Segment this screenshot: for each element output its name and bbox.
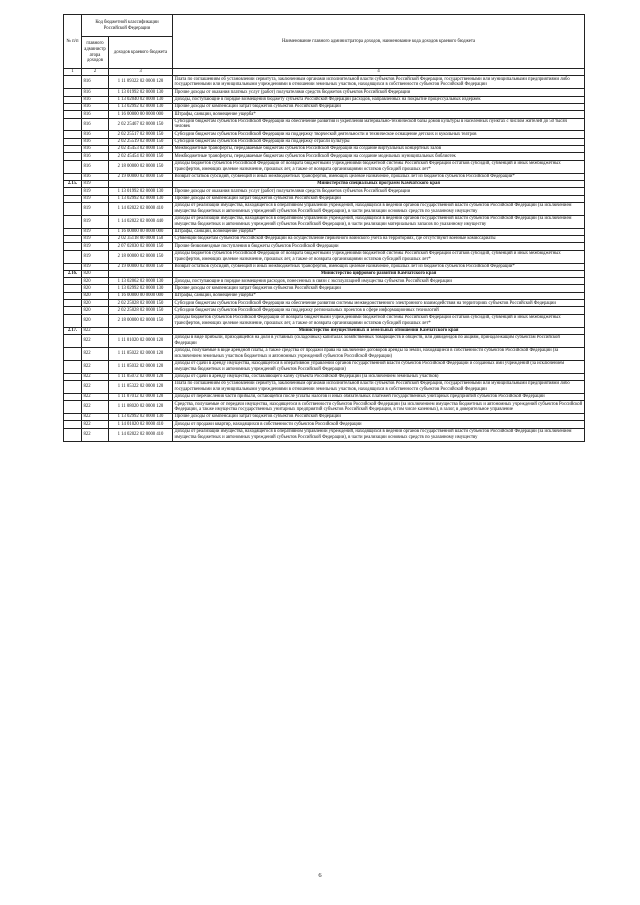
table-row [64,202,585,215]
revenue-name-cell: Доходы от реализации имущества, находящегося в оперативном управлении учреждений, находящихся в ведении органов государственной власти субъектов Российской Федерации (за исключением имущества бюджетных и автономных учреждений субъектов Российской Федерации), в части реализации основных средств по указанному имуществу [173,202,585,215]
admin-code-cell: 816 [82,118,109,131]
admin-code-cell: 820 [82,270,109,277]
revenue-code-cell: 1 13 02992 02 0000 130 [109,414,173,421]
admin-code-cell: 816 [82,146,109,153]
row-number [64,414,82,421]
admin-code-cell: 820 [82,314,109,327]
row-number [64,373,82,380]
revenue-name-cell: Штрафы, санкции, возмещение ущерба* [173,111,585,118]
admin-code-cell: 819 [82,180,109,187]
table-row [64,173,585,180]
row-number [64,347,82,360]
table-row [64,235,585,242]
row-number [64,250,82,263]
admin-code-cell: 822 [82,414,109,421]
table-row [64,373,585,380]
revenue-code-cell: 1 13 02040 02 0000 130 [109,96,173,103]
revenue-name-cell: Прочие доходы от оказания платных услуг (работ) получателями средств бюджетов субъектов Российской Федерации [173,89,585,96]
revenue-code-cell: 1 11 08020 02 0000 120 [109,401,173,414]
revenue-code-cell: 1 16 00000 00 0000 000 [109,111,173,118]
row-number [64,360,82,373]
revenue-code-cell: 2 02 25028 02 0000 150 [109,307,173,314]
row-number [64,393,82,400]
revenue-code-cell: 1 13 02062 02 0000 130 [109,278,173,285]
revenue-code-cell: 1 16 00000 00 0000 000 [109,228,173,235]
row-number: 2.16. [64,270,82,277]
table-row [64,215,585,228]
table-row [64,160,585,173]
row-number [64,118,82,131]
admin-code-cell: 822 [82,393,109,400]
revenue-name-cell: Штрафы, санкции, возмещение ущерба* [173,292,585,299]
revenue-name-cell: Субсидии бюджетам субъектов Российской Федерации на поддержку отрасли культуры [173,138,585,145]
admin-code-cell: 822 [82,335,109,348]
revenue-name-cell: Доходы, поступающие в порядке возмещения бюджету субъекта Российской Федерации расходов, направленных на покрытие процессуальных издержек [173,96,585,103]
admin-code-cell: 816 [82,111,109,118]
revenue-code-cell: 1 11 07012 02 0000 120 [109,393,173,400]
row-number [64,243,82,250]
revenue-code-cell [109,270,173,277]
row-number [64,103,82,110]
revenue-name-cell: Доходы от сдачи в аренду имущества, находящегося в оперативном управлении органов государственной власти субъектов Российской Федерации и созданных ими учреждений (за исключением имущества бюджетных и автономных учреждений субъектов Российской Федерации) [173,360,585,373]
row-number [64,380,82,393]
admin-code-cell: 819 [82,195,109,202]
row-number [64,89,82,96]
revenue-name-cell: Плата по соглашениям об установлении сервитута, заключенным органами исполнительной власти субъектов Российской Федерации, государственными или муниципальными предприятиями либо государственными или муниципальными учреждениями в отношении земельных участков, находящихся в собственности субъектов Российской Федерации [173,76,585,89]
revenue-name-cell: Возврат остатков субсидий, субвенций и иных межбюджетных трансфертов, имеющих целевое назначение, прошлых лет из бюджетов субъектов Российской Федерации* [173,173,585,180]
table-row [64,153,585,160]
revenue-code-cell: 2 19 00000 02 0000 150 [109,263,173,270]
revenue-name-cell: Межбюджетные трансферты, передаваемые бюджетам субъектов Российской Федерации на создание виртуальных концертных залов [173,146,585,153]
admin-code-cell: 816 [82,160,109,173]
row-number [64,314,82,327]
revenue-name-cell: Доходы, поступающие в порядке возмещения расходов, понесенных в связи с эксплуатацией имущества субъектов Российской Федерации [173,278,585,285]
revenue-code-cell: 1 14 02022 02 0000 410 [109,428,173,441]
table-row [64,146,585,153]
table-row [64,263,585,270]
revenue-code-cell: 1 14 01020 02 0000 410 [109,421,173,428]
revenue-name-cell: Доходы, получаемые в виде арендной платы, а также средства от продажи права на заключение договоров аренды за земли, находящиеся в собственности субъектов Российской Федерации (за исключением земельных участков бюджетных и автономных учреждений субъектов Российской Федерации) [173,347,585,360]
row-number [64,300,82,307]
revenue-name-cell: Плата по соглашениям об установлении сервитута, заключенным органами исполнительной власти субъектов Российской Федерации, государственными или муниципальными предприятиями либо государственными или муниципальными учреждениями в отношении земельных участков, находящихся в собственности субъектов Российской Федерации [173,380,585,393]
admin-code-cell: 820 [82,285,109,292]
row-number [64,278,82,285]
revenue-name-cell: Прочие безвозмездные поступления в бюджеты субъектов Российской Федерации [173,243,585,250]
section-header-row [64,327,585,334]
revenue-name-cell: Субсидии бюджетам субъектов Российской Федерации на обеспечение развития и укрепления материально-технической базы домов культуры в населенных пунктах с числом жителей до 50 тысяч человек [173,118,585,131]
revenue-name-cell: Возврат остатков субсидий, субвенций и иных межбюджетных трансфертов, имеющих целевое назначение, прошлых лет из бюджетов субъектов Российской Федерации* [173,263,585,270]
row-number [64,421,82,428]
revenue-code-cell: 2 02 25519 02 0000 150 [109,138,173,145]
table-row [64,96,585,103]
table-row [64,278,585,285]
admin-code-cell: 816 [82,131,109,138]
admin-code-cell: 822 [82,373,109,380]
revenue-name-cell: Доходы в виде прибыли, приходящейся на доли в уставных (складочных) капиталах хозяйственных товариществ и обществ, или дивидендов по акциям, принадлежащим субъектам Российской Федерации [173,335,585,348]
table-row [64,421,585,428]
table-row [64,76,585,89]
row-number: 2.15. [64,180,82,187]
row-number [64,131,82,138]
table-row [64,103,585,110]
table-row [64,292,585,299]
revenue-name-cell: Субсидии бюджетам субъектов Российской Федерации на обеспечение развития системы межведомственного электронного взаимодействия на территориях субъектов Российской Федерации [173,300,585,307]
row-number [64,188,82,195]
revenue-administrators-table [63,14,585,442]
header-name: Наименование главного администратора доходов, наименование кода доходов краевого бюджета [173,15,585,69]
revenue-name-cell: Штрафы, санкции, возмещение ущерба* [173,228,585,235]
admin-code-cell: 822 [82,360,109,373]
revenue-code-cell: 1 11 05022 02 0000 120 [109,347,173,360]
row-number [64,335,82,348]
table-row [64,347,585,360]
table-row [64,243,585,250]
admin-code-cell: 822 [82,421,109,428]
table-row [64,428,585,441]
revenue-code-cell: 1 13 02992 02 0000 130 [109,195,173,202]
revenue-code-cell: 1 14 02022 02 0000 410 [109,202,173,215]
revenue-code-cell: 1 14 02022 02 0000 440 [109,215,173,228]
table-row [64,314,585,327]
revenue-code-cell: 2 18 00000 02 0000 150 [109,160,173,173]
admin-code-cell: 819 [82,202,109,215]
revenue-name-cell: Прочие доходы от компенсации затрат бюджетов субъектов Российской Федерации [173,195,585,202]
revenue-name-cell: Доходы от реализации имущества, находящегося в оперативном управлении учреждений, находящихся в ведении органов государственной власти субъектов Российской Федерации (за исключением имущества бюджетных и автономных учреждений субъектов Российской Федерации), в части реализации материальных запасов по указанному имуществу [173,215,585,228]
revenue-name-cell: Субвенции бюджетам субъектов Российской Федерации на осуществление первичного воинского учета на территориях, где отсутствуют военные комиссариаты [173,235,585,242]
table-row [64,360,585,373]
row-number [64,96,82,103]
revenue-code-cell: 2 02 25028 02 0000 150 [109,300,173,307]
table-row [64,228,585,235]
admin-code-cell: 822 [82,401,109,414]
admin-code-cell: 819 [82,228,109,235]
revenue-name-cell: Доходы от продажи квартир, находящихся в собственности субъектов Российской Федерации [173,421,585,428]
revenue-code-cell: 2 02 35118 00 0000 150 [109,235,173,242]
row-number [64,263,82,270]
admin-code-cell: 819 [82,263,109,270]
table-row [64,393,585,400]
section-title-cell: Министерство специальных программ Камчатского края [173,180,585,187]
revenue-code-cell: 2 02 45454 02 0000 150 [109,153,173,160]
section-title-cell: Министерство имущественных и земельных отношений Камчатского края [173,327,585,334]
admin-code-cell: 820 [82,292,109,299]
admin-code-cell: 819 [82,235,109,242]
revenue-name-cell: Прочие доходы от компенсации затрат бюджетов субъектов Российской Федерации [173,414,585,421]
revenue-code-cell [109,327,173,334]
revenue-code-cell [109,180,173,187]
revenue-name-cell: Субсидии бюджетам субъектов Российской Федерации на поддержку творческой деятельности и техническое оснащение детских и кукольных театров [173,131,585,138]
section-header-row [64,270,585,277]
admin-code-cell: 822 [82,327,109,334]
row-number [64,215,82,228]
table-row [64,380,585,393]
row-number [64,292,82,299]
table-row [64,111,585,118]
row-number [64,235,82,242]
table-header [64,15,585,76]
admin-code-cell: 819 [82,188,109,195]
revenue-name-cell: Доходы бюджетов субъектов Российской Федерации от возврата бюджетными учреждениями бюджетной системы Российской Федерации остатков субсидий, субвенций и иных межбюджетных трансфертов, имеющих целевое назначение, прошлых лет, а также от возврата организациями остатков субсидий прошлых лет* [173,250,585,263]
table-row [64,138,585,145]
header-revenue-code: доходов краевого бюджета [109,37,173,69]
revenue-name-cell: Доходы от реализации имущества, находящегося в оперативном управлении учреждений, находящихся в ведении органов государственной власти субъектов Российской Федерации (за исключением имущества бюджетных и автономных учреждений субъектов Российской Федерации), в части реализации основных средств по указанному имуществу [173,428,585,441]
revenue-name-cell: Субсидии бюджетам субъектов Российской Федерации на поддержку региональных проектов в сфере информационных технологий [173,307,585,314]
column-index-row [64,69,585,76]
revenue-name-cell: Доходы бюджетов субъектов Российской Федерации от возврата бюджетными учреждениями бюджетной системы Российской Федерации остатков субсидий, субвенций и иных межбюджетных трансфертов, имеющих целевое назначение, прошлых лет, а также от возврата организациями остатков субсидий прошлых лет* [173,314,585,327]
column-index: 3 [109,69,173,76]
revenue-code-cell: 1 11 05072 02 0000 120 [109,373,173,380]
revenue-name-cell: Доходы от сдачи в аренду имущества, составляющего казну субъекта Российской Федерации (за исключением земельных участков) [173,373,585,380]
revenue-code-cell: 2 02 45453 02 0000 150 [109,146,173,153]
revenue-code-cell: 2 02 25467 02 0000 150 [109,118,173,131]
row-number [64,153,82,160]
row-number [64,285,82,292]
revenue-name-cell: Прочие доходы от оказания платных услуг (работ) получателями средств бюджетов субъектов Российской Федерации [173,188,585,195]
column-index: 2 [82,69,109,76]
row-number [64,202,82,215]
revenue-code-cell: 2 18 00000 02 0000 150 [109,250,173,263]
revenue-code-cell: 1 13 01992 02 0000 130 [109,188,173,195]
revenue-name-cell: Доходы от перечисления части прибыли, остающейся после уплаты налогов и иных обязательных платежей государственных унитарных предприятий субъектов Российской Федерации [173,393,585,400]
admin-code-cell: 822 [82,380,109,393]
table-row [64,250,585,263]
revenue-code-cell: 1 11 05032 02 0000 120 [109,360,173,373]
admin-code-cell: 816 [82,153,109,160]
admin-code-cell: 816 [82,96,109,103]
table-row [64,414,585,421]
row-number [64,138,82,145]
table-row [64,118,585,131]
row-number [64,307,82,314]
admin-code-cell: 820 [82,307,109,314]
admin-code-cell: 816 [82,89,109,96]
table-row [64,131,585,138]
row-number [64,195,82,202]
row-number [64,173,82,180]
admin-code-cell: 822 [82,347,109,360]
revenue-code-cell: 1 13 01992 02 0000 130 [109,89,173,96]
revenue-code-cell: 1 16 00000 00 0000 000 [109,292,173,299]
revenue-code-cell: 1 13 02992 02 0000 130 [109,103,173,110]
table-row [64,307,585,314]
row-number [64,160,82,173]
admin-code-cell: 816 [82,103,109,110]
admin-code-cell: 819 [82,215,109,228]
admin-code-cell: 820 [82,300,109,307]
table-row [64,89,585,96]
admin-code-cell: 816 [82,173,109,180]
table-row [64,401,585,414]
revenue-name-cell: Прочие доходы от компенсации затрат бюджетов субъектов Российской Федерации [173,285,585,292]
row-number [64,146,82,153]
revenue-name-cell: Межбюджетные трансферты, передаваемые бюджетам субъектов Российской Федерации на создание модельных муниципальных библиотек [173,153,585,160]
admin-code-cell: 820 [82,278,109,285]
admin-code-cell: 822 [82,428,109,441]
revenue-code-cell: 2 19 00000 02 0000 150 [109,173,173,180]
row-number [64,111,82,118]
admin-code-cell: 819 [82,250,109,263]
table-row [64,195,585,202]
section-header-row [64,180,585,187]
admin-code-cell: 816 [82,138,109,145]
page-number: 6 [318,872,322,879]
table-row [64,300,585,307]
table-row [64,335,585,348]
admin-code-cell: 819 [82,243,109,250]
revenue-code-cell: 1 11 05322 02 0000 120 [109,380,173,393]
revenue-code-cell: 2 18 00000 02 0000 150 [109,314,173,327]
column-index: 1 [64,69,82,76]
row-number [64,76,82,89]
header-number: № п/п [64,15,82,69]
row-number [64,428,82,441]
column-index: 4 [173,69,585,76]
revenue-code-cell: 2 02 25517 02 0000 150 [109,131,173,138]
table-body [64,76,585,441]
row-number [64,228,82,235]
admin-code-cell: 816 [82,76,109,89]
row-number [64,401,82,414]
revenue-name-cell: Средства, получаемые от передачи имущества, находящегося в собственности субъектов Российской Федерации (за исключением имущества бюджетных и автономных учреждений субъектов Российской Федерации, а также имущества государственных унитарных предприятий субъектов Российской Федерации, в том числе казенных), в залог, в доверительное управление [173,401,585,414]
revenue-code-cell: 1 13 02992 02 0000 130 [109,285,173,292]
table-row [64,188,585,195]
revenue-code-cell: 1 11 01020 02 0000 120 [109,335,173,348]
revenue-code-cell: 1 11 09322 02 0000 120 [109,76,173,89]
section-title-cell: Министерство цифрового развития Камчатского края [173,270,585,277]
revenue-name-cell: Прочие доходы от компенсации затрат бюджетов субъектов Российской Федерации [173,103,585,110]
revenue-code-cell: 2 07 02030 02 0000 150 [109,243,173,250]
row-number: 2.17. [64,327,82,334]
header-classification-group: Код бюджетной классификации Российской Федерации [82,15,173,37]
header-admin-code: главного администратора доходов [82,37,109,69]
revenue-name-cell: Доходы бюджетов субъектов Российской Федерации от возврата бюджетными учреждениями бюджетной системы Российской Федерации остатков субсидий, субвенций и иных межбюджетных трансфертов, имеющих целевое назначение, прошлых лет, а также от возврата организациями остатков субсидий прошлых лет* [173,160,585,173]
table-row [64,285,585,292]
